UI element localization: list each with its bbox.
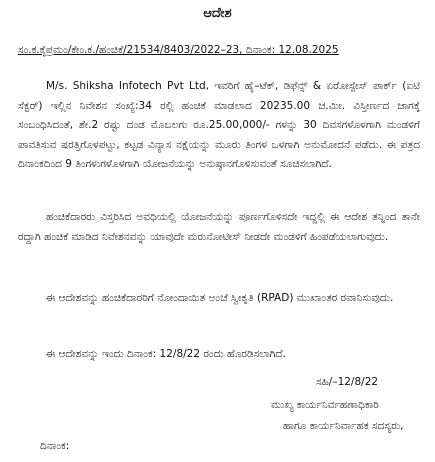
- paragraph-text: ಈ ಆದೇಶವನ್ನು ಹಂಚಿಕೆದಾರರಿಗೆ ನೋಂದಾಯಿತ ಅಂಚೆ ಸ್ವೀಕೃತಿ (RPAD) ಮುಖಾಂತರ ರವಾನಿಸುವುದು.: [46, 292, 394, 304]
- paragraph-text: M/s. Shiksha Infotech Pvt Ltd, ಇವರಿಗೆ ಹೈ–ಟೆಕ್, ಡಿಫೆನ್ಸ್ & ಏರೋಸ್ಪೇಸ್ ಪಾರ್ಕ್ (ಐಟಿ ಸೆಕ್ಟರ್) ಇಲ್ಲಿನ ನಿವೇಶನ ಸಂಖ್ಯೆ:34 ರಲ್ಲಿ ಹಂಚಿಕೆ ಮಾಡಲಾದ 20235.00 ಚ.ಮೀ. ವಿಸ್ತೀರ್ಣದ ಜಾಗಕ್ಕೆ ಸಂಬಂಧಿಸಿದಂತೆ, ಶೇ.2 ರಷ್ಟು ದಂಡ ಮೊಬಲಗು ರೂ.25.00,000/- ಗಳನ್ನು 30 ದಿವಸಗಳೊಳಗಾಗಿ ಮಂಡಳಿಗೆ ಪಾವತಿಸುವ ಷರತ್ತಿಗೊಳಪಟ್ಟು, ಕಟ್ಟಡ ವಿನ್ಯಾಸ ನಕ್ಷೆಯನ್ನು ಮೂರು ತಿಂಗಳ ಒಳಗಾಗಿ ಅನುಮೋದನೆ ಪಡೆದು. ಈ ಪತ್ರದ ದಿನಾಂಕದಿಂದ 9 ತಿಂಗಳುಗಳೊಳಗಾಗಿ ಯೋಜನೆಯನ್ನು ಅನುಷ್ಠಾನಗೊಳಿಸುವಂತೆ ಸೂಚಿಸಲಾಗಿದೆ.: [18, 80, 420, 170]
- paragraph-issue-date: [18, 345, 420, 365]
- paragraph-dispatch-instruction: [18, 289, 420, 309]
- signatory-designation: ಮುಖ್ಯ ಕಾರ್ಯನಿರ್ವಹಣಾಧಿಕಾರಿ: [271, 399, 379, 411]
- paragraph-allotment-terms: [18, 77, 420, 175]
- paragraph-cancellation-clause: [18, 208, 420, 247]
- document-title: ಆದೇಶ: [203, 6, 232, 21]
- paragraph-text: ಹಂಚಿಕೆದಾರರು ವಿಸ್ತರಿಸಿದ ಅವಧಿಯಲ್ಲಿ ಯೋಜನೆಯನ್ನು ಪೂರ್ಣಗೊಳಿಸದೇ ಇದ್ದಲ್ಲಿ ಈ ಆದೇಶ ತನ್ನಿಂದ ತಾನೇ ರದ್ದಾಗಿ ಹಂಚಿಕೆ ಮಾಡಿದ ನಿವೇಶನವನ್ನು ಯಾವುದೇ ಮರುನೋಟೀಸ್ ನೀಡದೇ ಮಂಡಳಿಗೆ ಹಿಂಪಡೆಯಲಾಗುವುದು.: [18, 211, 420, 243]
- reference-number: ಸಂ.ಕ.ಕೈಪ್ರಮಂ/ಕೇಂ.ಕ./ಹಂಚಿಕೆ/21534/8403/2022–23, ದಿನಾಂಕ: 12.08.2025: [18, 44, 339, 56]
- signatory-designation-secondary: ಹಾಗೂ ಕಾರ್ಯನಿರ್ವಾಹಕ ಸದಸ್ಯರು,: [283, 420, 404, 432]
- paragraph-text: ಈ ಆದೇಶವನ್ನು ಇಂದು ದಿನಾಂಕ: 12/8/22 ರಂದು ಹೊರಡಿಸಲಾಗಿದೆ.: [46, 348, 286, 360]
- signature-date: ಸಹಿ/–12/8/22: [316, 376, 379, 388]
- date-label: ದಿನಾಂಕ:: [40, 440, 70, 452]
